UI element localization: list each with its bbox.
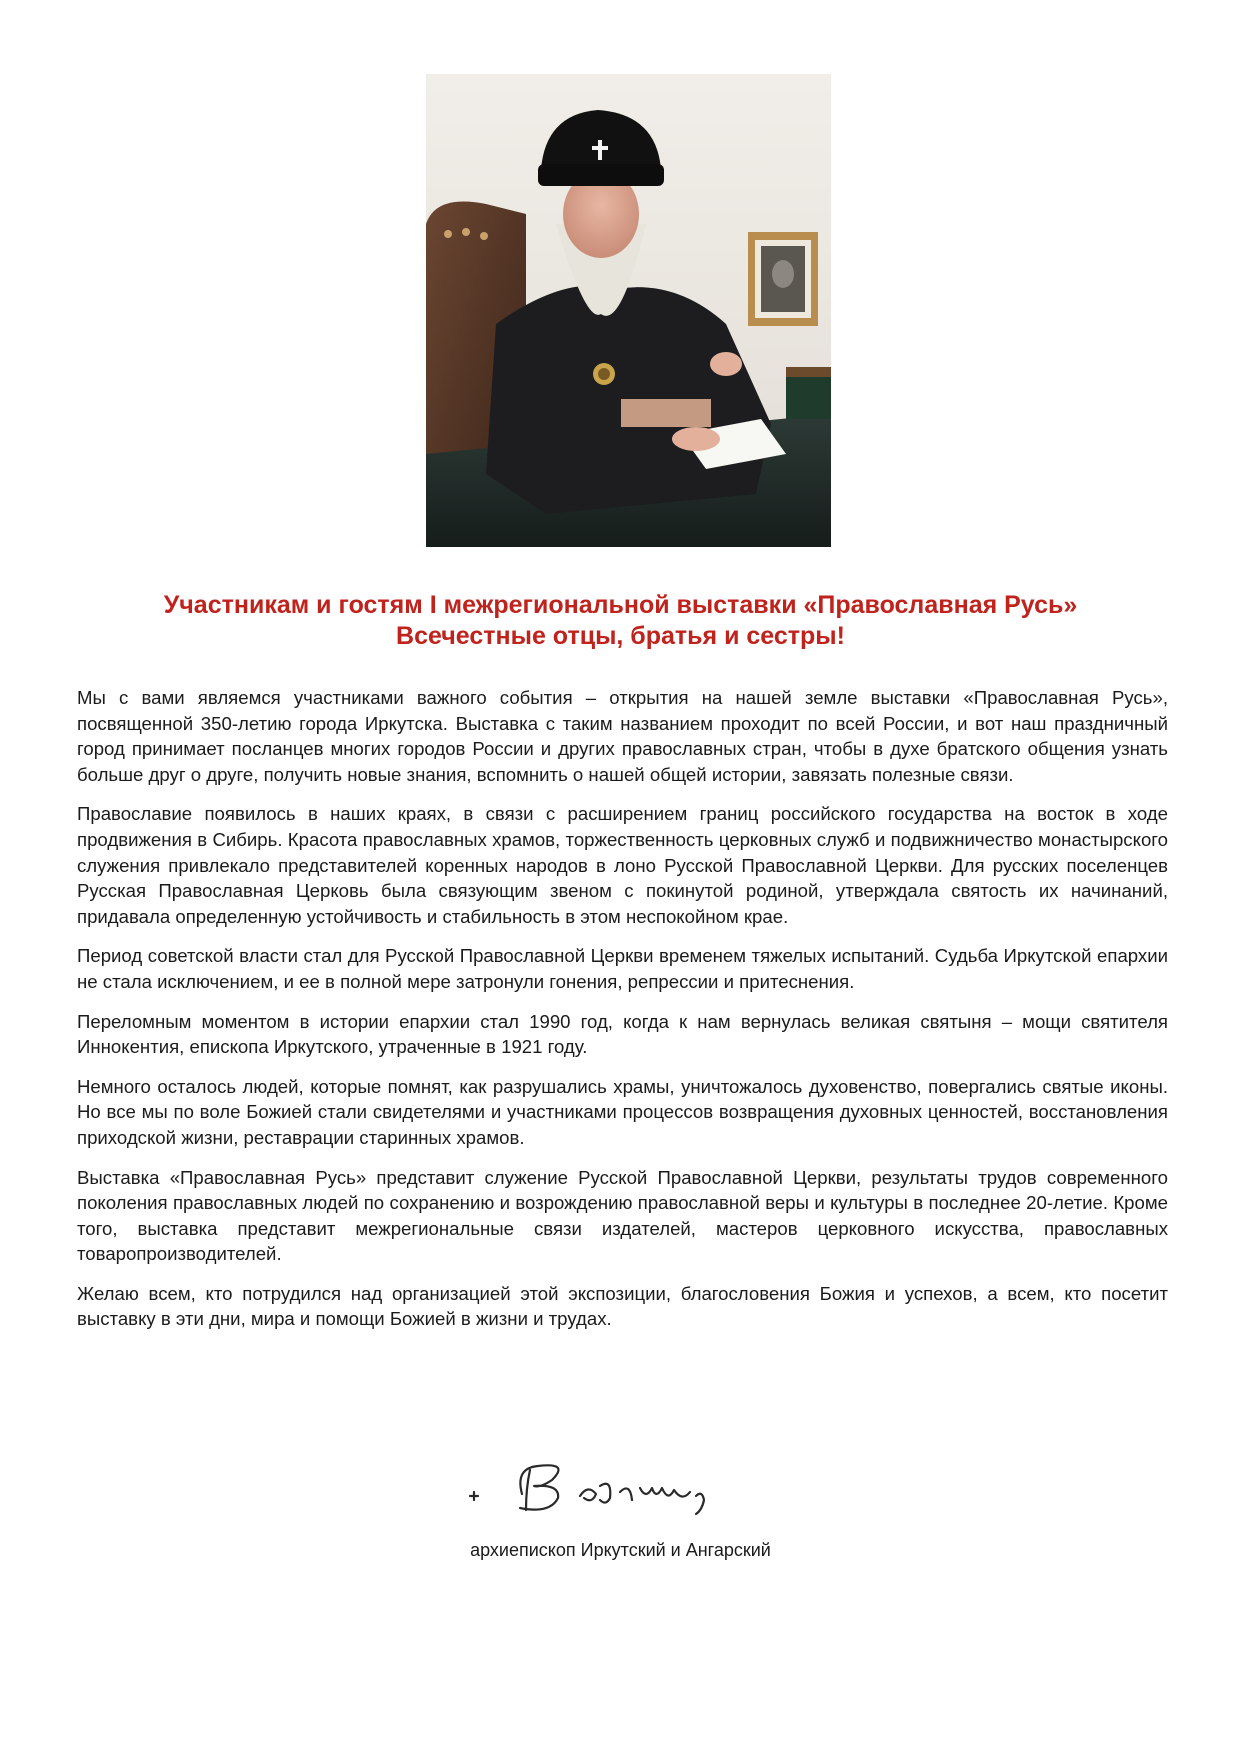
- portrait-photo: [426, 74, 831, 547]
- paragraph: Выставка «Православная Русь» представит служение Русской Православной Церкви, результаты трудов современного поколения православных людей по сохранению и возрождению православной веры и культуры в последнее 20-летие. Кроме того, выставка представит межрегиональные связи издателей, мастеров церковного искусства, православных товаропроизводителей.: [77, 1166, 1168, 1265]
- paragraph: Переломным моментом в истории епархии стал 1990 год, когда к нам вернулась великая святыня – мощи святителя Иннокентия, епископа Иркутского, утраченные в 1921 году.: [77, 1010, 1168, 1058]
- letter-body: [77, 685, 1168, 1346]
- greeting-heading: [60, 590, 1181, 652]
- paragraph: Мы с вами являемся участниками важного события – открытия на нашей земле выставки «Православная Русь», посвященной 350-летию города Иркутска. Выставка с таким названием проходит по всей России, и вот наш праздничный город принимает посланцев многих городов России и других православных стран, чтобы в духе братского общения узнать больше друг о друге, получить новые знания, вспомнить о нашей общей истории, завязать полезные связи.: [77, 687, 1168, 785]
- paragraph: Период советской власти стал для Русской Православной Церкви временем тяжелых испытаний. Судьба Иркутской епархии не стала исключением, и ее в полной мере затронули гонения, репрессии и притеснения.: [77, 945, 1168, 992]
- paragraph: Немного осталось людей, которые помнят, как разрушались храмы, уничтожалось духовенство, повергались святые иконы. Но все мы по воле Божией стали свидетелями и участниками процессов возвращения духовных ценностей, восстановления приходской жизни, реставрации старинных храмов.: [77, 1075, 1168, 1148]
- handwritten-signature: [460, 1448, 790, 1528]
- signer-title: архиепископ Иркутский и Ангарский: [470, 1540, 771, 1560]
- paragraph: Православие появилось в наших краях, в связи с расширением границ российского государства на восток в ходе продвижения в Сибирь. Красота православных храмов, торжественность церковных служб и подвижничество монастырского служения привлекало представителей коренных народов в лоно Русской Православной Церкви. Для русских поселенцев Русская Православная Церковь была связующим звеном с покинутой родиной, утверждала святость их начинаний, придавала определенную устойчивость и стабильность в этом неспокойном крае.: [77, 803, 1168, 927]
- paragraph: Желаю всем, кто потрудился над организацией этой экспозиции, благословения Божия и успехов, а всем, кто посетит выставку в эти дни, мира и помощи Божией в жизни и трудах.: [77, 1282, 1168, 1330]
- heading-line-1: Участникам и гостям I межрегиональной выставки «Православная Русь»: [163, 591, 1078, 619]
- heading-line-2: Всечестные отцы, братья и сестры!: [396, 622, 845, 650]
